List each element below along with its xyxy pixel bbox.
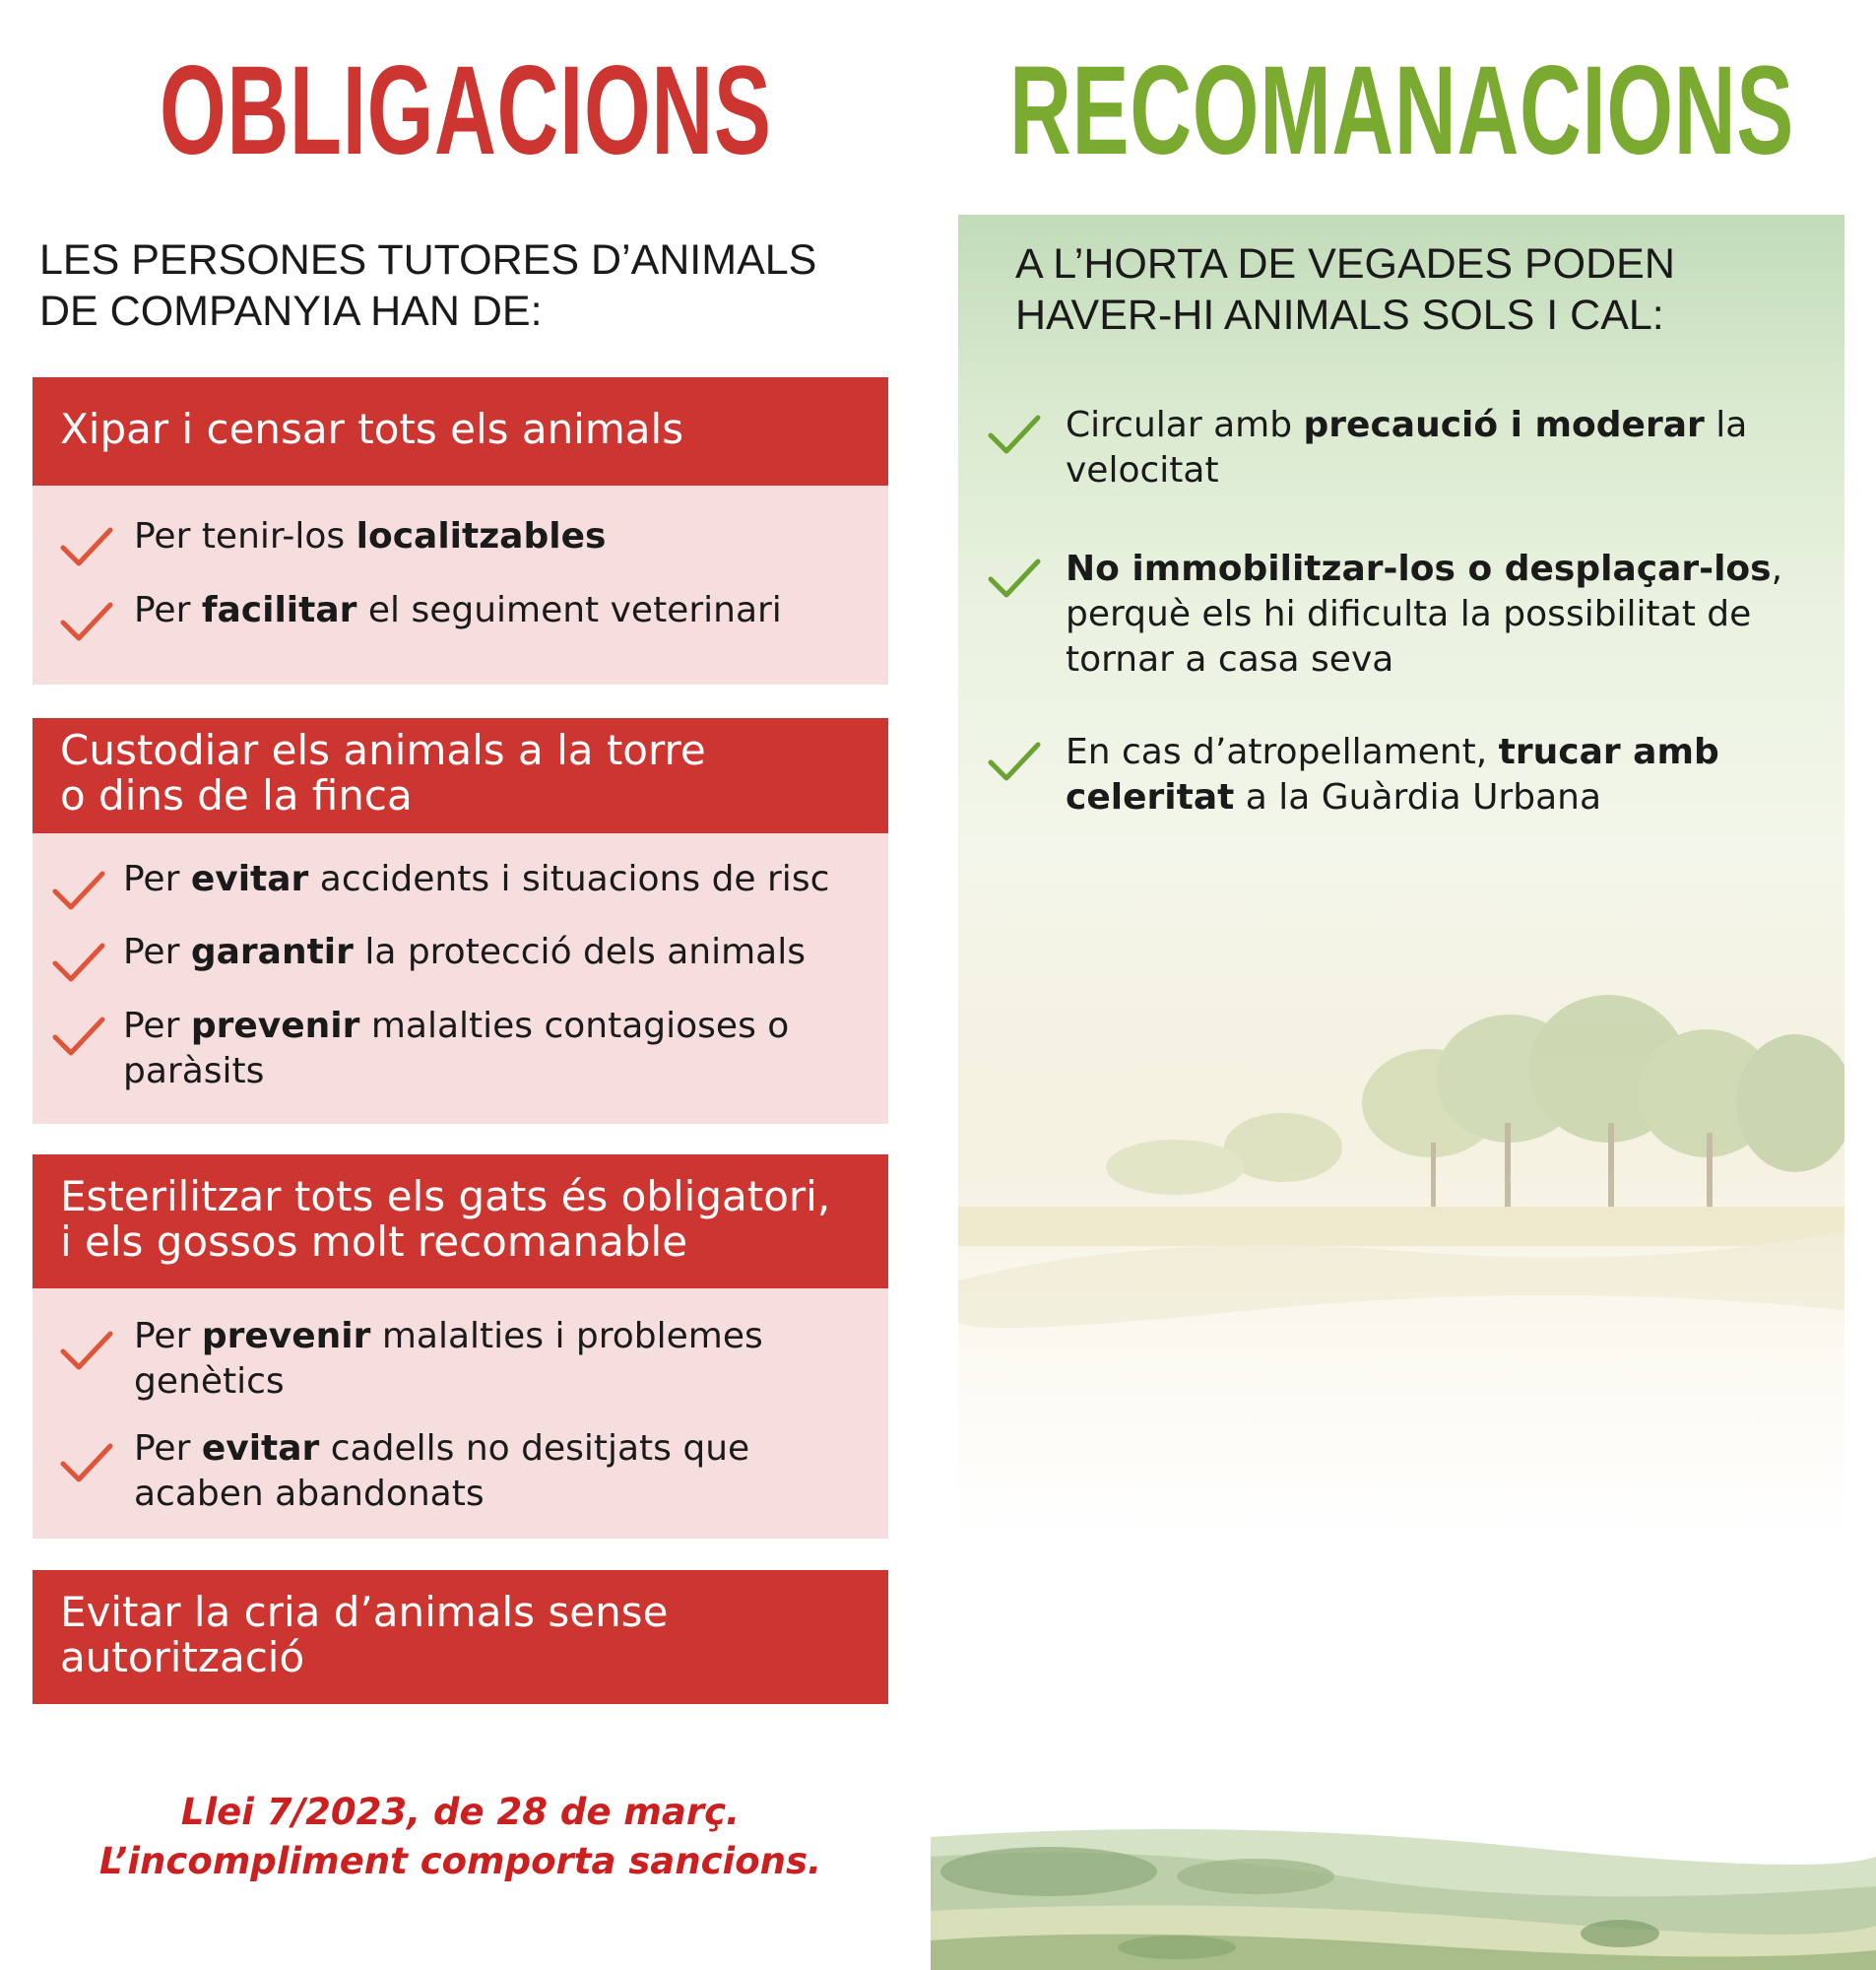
law-line: Llei 7/2023, de 28 de març. (180, 1791, 741, 1833)
item-text: malalties i problemes (370, 1316, 763, 1356)
checkmark-icon (57, 1440, 116, 1487)
intro-line: HAVER-HI ANIMALS SOLS I CAL: (1015, 292, 1664, 339)
item-text: genètics (134, 1361, 285, 1402)
heading-line: Evitar la cria d’animals sense (60, 1588, 669, 1636)
item-text: Per (134, 1316, 202, 1356)
section-heading-custody (32, 718, 888, 833)
landscape-illustration-bottom (931, 1817, 1876, 1970)
recommendation-item (1066, 403, 1794, 493)
item-text: el seguiment veterinari (356, 590, 782, 630)
checkmark-icon (57, 1328, 116, 1375)
list-item (134, 514, 606, 559)
item-text: Per (123, 1006, 191, 1046)
intro-line: DE COMPANYIA HAN DE: (39, 288, 543, 335)
item-bold: evitar (190, 859, 309, 899)
item-bold: No immobilitzar-los o desplaçar-los (1066, 549, 1772, 589)
item-text: paràsits (123, 1051, 265, 1091)
item-text: cadells no desitjats que (319, 1428, 750, 1469)
item-text: En cas d’atropellament, (1066, 732, 1499, 772)
checkmark-icon (49, 940, 108, 987)
item-text: , (1771, 549, 1783, 589)
item-bold: garantir (190, 932, 354, 972)
recommendations-title: RECOMANACIONS (1009, 40, 1795, 181)
heading-line: Xipar i censar tots els animals (60, 405, 684, 453)
list-item (123, 857, 829, 902)
item-bold: prevenir (190, 1006, 360, 1046)
intro-line: A L’HORTA DE VEGADES PODEN (1015, 240, 1675, 288)
item-bold: evitar (201, 1428, 320, 1469)
section-heading-breeding (32, 1570, 888, 1704)
checkmark-icon (49, 1014, 108, 1061)
item-text: tornar a casa seva (1066, 639, 1394, 680)
item-text: la protecció dels animals (353, 932, 806, 972)
item-text: Circular amb (1066, 405, 1304, 445)
intro-line: LES PERSONES TUTORES D’ANIMALS (39, 236, 817, 284)
obligations-intro (39, 234, 816, 337)
item-text: Per (123, 859, 191, 899)
item-text: velocitat (1066, 450, 1219, 491)
item-text: acaben abandonats (134, 1474, 485, 1514)
heading-line: Custodiar els animals a la torre (60, 726, 706, 774)
law-line: L’incompliment comporta sancions. (98, 1840, 822, 1882)
item-text: Per (123, 932, 191, 972)
checkmark-icon (985, 412, 1044, 459)
item-bold: precaució i moderar (1303, 405, 1705, 445)
law-note (0, 1788, 921, 1886)
item-text: Per tenir-los (134, 516, 356, 557)
item-text: Per (134, 590, 202, 630)
list-item (134, 1314, 763, 1405)
item-bold: facilitar (201, 590, 357, 630)
heading-line: i els gossos molt recomanable (60, 1217, 688, 1266)
heading-line: o dins de la finca (60, 771, 413, 820)
landscape-illustration (958, 985, 1844, 1399)
item-text: Per (134, 1428, 202, 1469)
section-heading-sterilize (32, 1154, 888, 1288)
item-text: malalties contagioses o (359, 1006, 790, 1046)
heading-line: autorització (60, 1633, 305, 1681)
heading-line: Esterilitzar tots els gats és obligatori, (60, 1172, 831, 1220)
list-item (134, 588, 782, 633)
recommendation-item (1066, 730, 1794, 821)
item-bold: celeritat (1066, 777, 1235, 818)
checkmark-icon (985, 556, 1044, 603)
checkmark-icon (57, 524, 116, 571)
item-text: perquè els hi dificulta la possibilitat de (1066, 594, 1752, 634)
item-text: a la Guàrdia Urbana (1234, 777, 1602, 818)
checkmark-icon (49, 868, 108, 915)
item-bold: trucar amb (1498, 732, 1719, 772)
item-bold: localitzables (356, 516, 607, 557)
item-text: accidents i situacions de risc (308, 859, 830, 899)
list-item (134, 1426, 749, 1517)
list-item (123, 930, 806, 975)
obligations-title: OBLIGACIONS (160, 40, 772, 181)
recommendation-item (1066, 547, 1794, 683)
checkmark-icon (985, 739, 1044, 786)
item-text: la (1704, 405, 1748, 445)
item-bold: prevenir (201, 1316, 371, 1356)
recommendations-intro (1015, 238, 1675, 341)
list-item (123, 1004, 789, 1094)
checkmark-icon (57, 599, 116, 646)
section-heading-microchip (32, 377, 888, 486)
